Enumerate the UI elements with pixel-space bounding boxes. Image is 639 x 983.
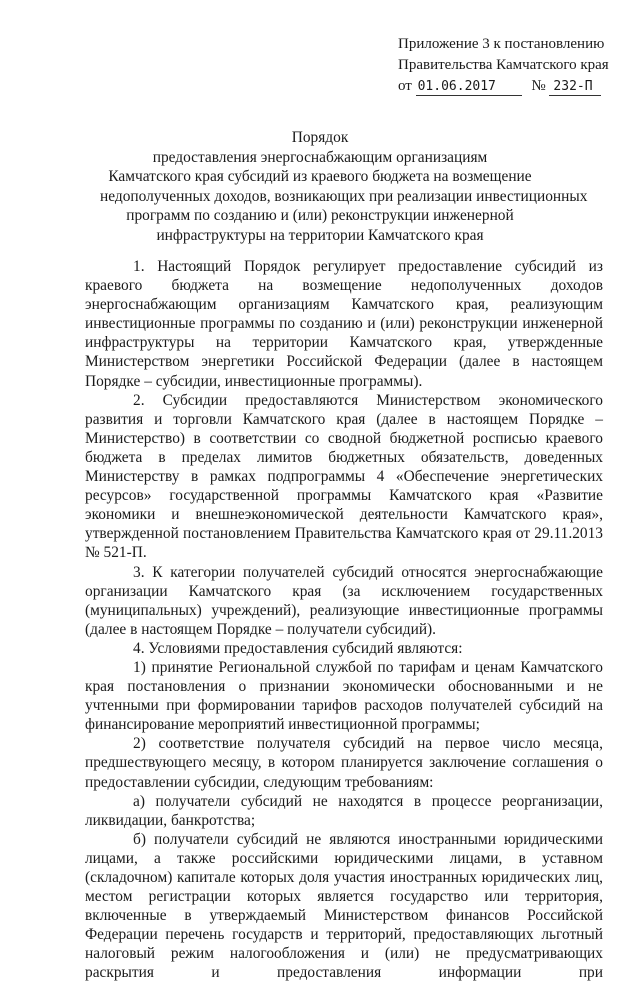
attachment-line-2: Правительства Камчатского края xyxy=(398,57,609,73)
paragraph-4-2: 2) соответствие получателя субсидий на первое число месяца, предшествующего месяцу, в котором планируется заключение соглашения о предоставлении субсидии, следующим требованиям: xyxy=(85,735,603,791)
paragraph-4: 4. Условиями предоставления субсидий являются: xyxy=(133,639,463,657)
paragraph-4-2-a: а) получатели субсидий не находятся в процессе реорганизации, ликвидации, банкротства; xyxy=(85,792,603,829)
title-line: Камчатского края субсидий из краевого бюджета на возмещение xyxy=(108,168,532,185)
paragraph-3: 3. К категории получателей субсидий относятся энергоснабжающие организации Камчатского края (за исключением государственных (муниципальных) учреждений), реализующие инвестиционные программы (далее в настоящем Порядке – получатели субсидий). xyxy=(85,563,603,638)
title-line: Порядок xyxy=(291,129,349,146)
document-body xyxy=(85,257,603,983)
attachment-line-1: Приложение 3 к постановлению xyxy=(398,36,605,52)
paragraph-4-1: 1) принятие Региональной службой по тарифам и ценам Камчатского края постановления о признании экономически обоснованными и не учтенными при формировании тарифов расходов получателей субсидий на финансирование мероприятий инвестиционной программы; xyxy=(85,658,603,734)
title-line: предоставления энергоснабжающим организациям xyxy=(152,148,488,166)
title-line: инфраструктуры на территории Камчатского края xyxy=(156,226,484,244)
paragraph-4-2-b: б) получатели субсидий не являются иностранными юридическими лицами, а также российскими юридическими лицами, в уставном (складочном) капитале которых доля участия иностранных юридических лиц, местом регистрации которых является государство или территория, включенные в утверждаемый Министерством финансов Российской Федерации перечень государств и территорий, предоставляющих льготный налоговый режим налогообложения и (или) не предусматривающих раскрытия и предоставления информации при xyxy=(85,830,603,982)
paragraph-1: 1. Настоящий Порядок регулирует предоставление субсидий из краевого бюджета на возмещение недополученных доходов энергоснабжающим организациям Камчатского края, реализующим инвестиционные программы по созданию и (или) реконструкции инженерной инфраструктуры на территории Камчатского края, утвержденные Министерством энергетики Российской Федерации (далее в настоящем Порядке – субсидии, инвестиционные программы). xyxy=(85,258,603,390)
attachment-header xyxy=(398,34,623,97)
document-title xyxy=(100,128,588,245)
date-prefix: от xyxy=(398,78,412,94)
number-prefix: № xyxy=(531,78,546,94)
title-line: недополученных доходов, возникающих при реализации инвестиционных xyxy=(100,187,588,205)
resolution-date: 01.06.2017 xyxy=(416,79,522,96)
resolution-number: 232-П xyxy=(549,79,601,96)
title-line: программ по созданию и (или) реконструкции инженерной xyxy=(126,207,514,224)
attachment-date-line xyxy=(398,76,623,97)
paragraph-2: 2. Субсидии предоставляются Министерством экономического развития и торговли Камчатского края (далее в настоящем Порядке – Министерство) в соответствии со сводной бюджетной росписью краевого бюджета в пределах лимитов бюджетных обязательств, доведенных Министерству в рамках подпрограммы 4 «Обеспечение энергетических ресурсов» государственной программы Камчатского края «Развитие экономики и внешнеэкономической деятельности Камчатского края», утвержденной постановлением Правительства Камчатского края от 29.11.2013 № 521-П. xyxy=(85,391,603,562)
